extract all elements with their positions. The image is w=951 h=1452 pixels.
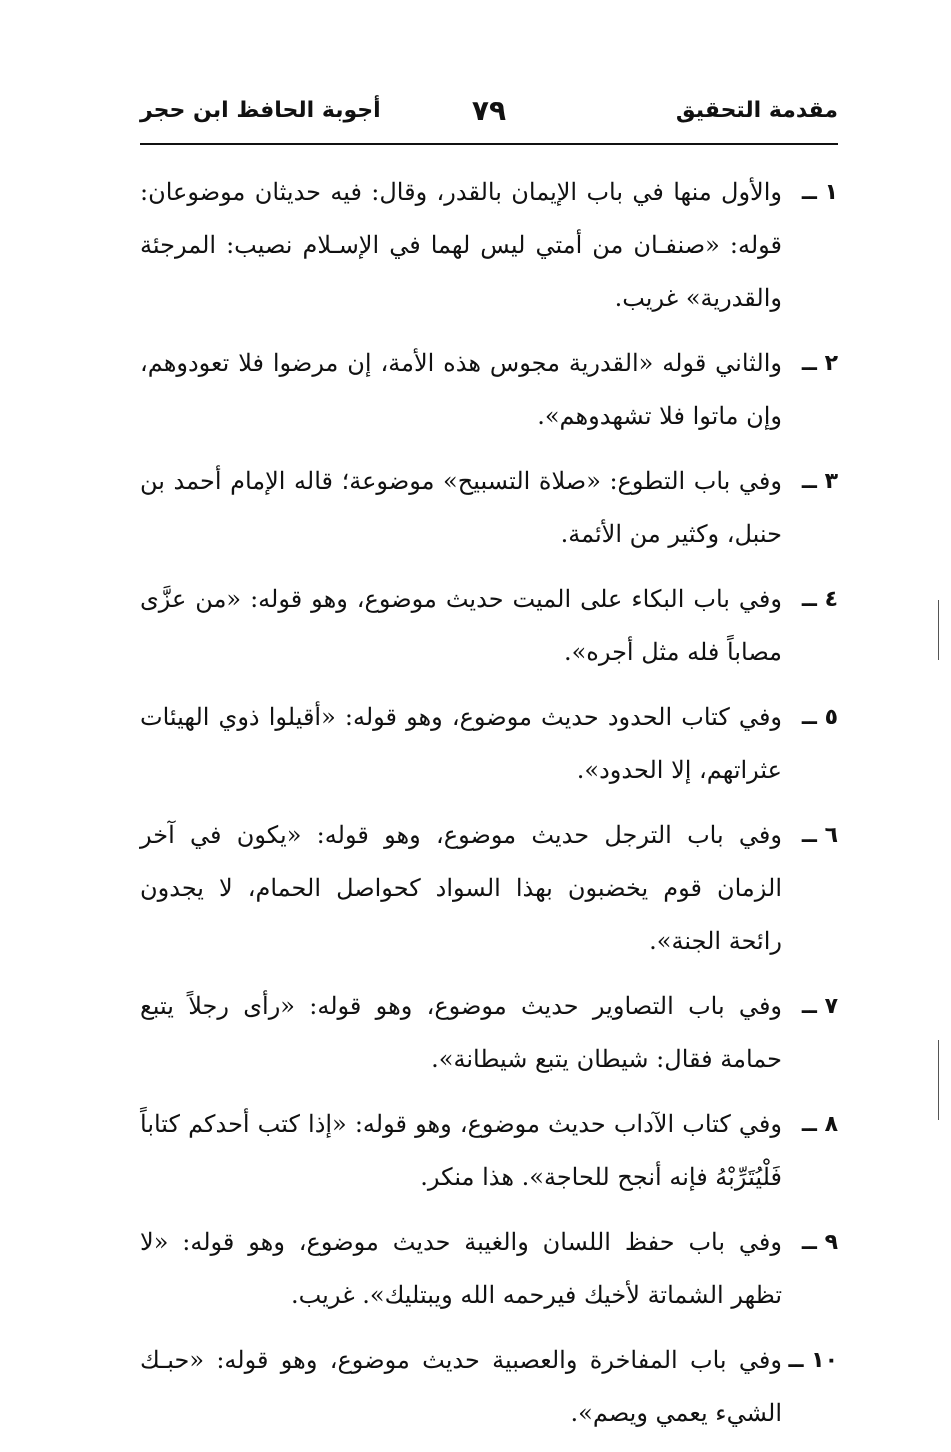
entry-text: وفي باب التطوع: «صلاة التسبيح» موضوعة؛ قاله الإمام أحمد بن حنبل، وكثير من الأئمة. bbox=[140, 467, 782, 548]
entry-number: ٩ ــ bbox=[801, 1230, 838, 1255]
entry-text: وفي كتاب الآداب حديث موضوع، وهو قوله: «إذا كتب أحدكم كتاباً فَلْيُتَرِّبْهُ فإنه أنجح للحاجة». هذا منكر. bbox=[140, 1110, 782, 1191]
section-title: مقدمة التحقيق bbox=[675, 98, 838, 123]
entry-number: ٣ ــ bbox=[801, 469, 838, 494]
entry-2 bbox=[140, 337, 838, 443]
entry-text: وفي كتاب الحدود حديث موضوع، وهو قوله: «أقيلوا ذوي الهيئات عثراتهم، إلا الحدود». bbox=[140, 703, 782, 784]
scan-margin-line bbox=[938, 600, 939, 660]
entry-number: ٢ ــ bbox=[801, 351, 838, 376]
entry-6 bbox=[140, 809, 838, 968]
entry-text: وفي باب المفاخرة والعصبية حديث موضوع، وهو قوله: «حبـك الشيء يعمي ويصم». bbox=[140, 1346, 782, 1427]
entry-8 bbox=[140, 1098, 838, 1204]
book-title: أجوبة الحافظ ابن حجر bbox=[140, 98, 381, 123]
header-rule bbox=[140, 143, 838, 145]
entry-number: ٦ ــ bbox=[801, 823, 838, 848]
entry-number: ١٠ ــ bbox=[788, 1348, 838, 1373]
entry-3 bbox=[140, 455, 838, 561]
entry-text: والأول منها في باب الإيمان بالقدر، وقال: فيه حديثان موضوعان: قوله: «صنفـان من أمتي ليس لهما في الإسـلام نصيب: المرجئة والقدرية» غريب. bbox=[140, 178, 782, 312]
entry-text: وفي باب التصاوير حديث موضوع، وهو قوله: «رأى رجلاً يتبع حمامة فقال: شيطان يتبع شيطانة». bbox=[140, 992, 782, 1073]
entry-10 bbox=[140, 1334, 838, 1440]
entry-number: ١ ــ bbox=[801, 180, 838, 205]
entry-4 bbox=[140, 573, 838, 679]
entry-number: ٤ ــ bbox=[801, 587, 838, 612]
entry-text: وفي باب الترجل حديث موضوع، وهو قوله: «يكون في آخر الزمان قوم يخضبون بهذا السواد كحواصل الحمام، لا يجدون رائحة الجنة». bbox=[140, 821, 782, 955]
entry-text: وفي باب حفظ اللسان والغيبة حديث موضوع، وهو قوله: «لا تظهر الشماتة لأخيك فيرحمه الله ويبتليك». غريب. bbox=[140, 1228, 782, 1309]
entry-number: ٥ ــ bbox=[801, 705, 838, 730]
entry-number: ٨ ــ bbox=[801, 1112, 838, 1137]
entry-text: والثاني قوله «القدرية مجوس هذه الأمة، إن مرضوا فلا تعودوهم، وإن ماتوا فلا تشهدوهم». bbox=[140, 349, 782, 430]
entry-1 bbox=[140, 166, 838, 325]
entry-number: ٧ ــ bbox=[801, 994, 838, 1019]
page-number: ٧٩ bbox=[471, 94, 507, 127]
entry-7 bbox=[140, 980, 838, 1086]
entry-5 bbox=[140, 691, 838, 797]
scan-margin-line bbox=[938, 1040, 939, 1120]
entry-text: وفي باب البكاء على الميت حديث موضوع، وهو قوله: «من عزَّى مصاباً فله مثل أجره». bbox=[140, 585, 782, 666]
page-header bbox=[140, 94, 838, 138]
entry-9 bbox=[140, 1216, 838, 1322]
entry-list bbox=[140, 166, 838, 1452]
